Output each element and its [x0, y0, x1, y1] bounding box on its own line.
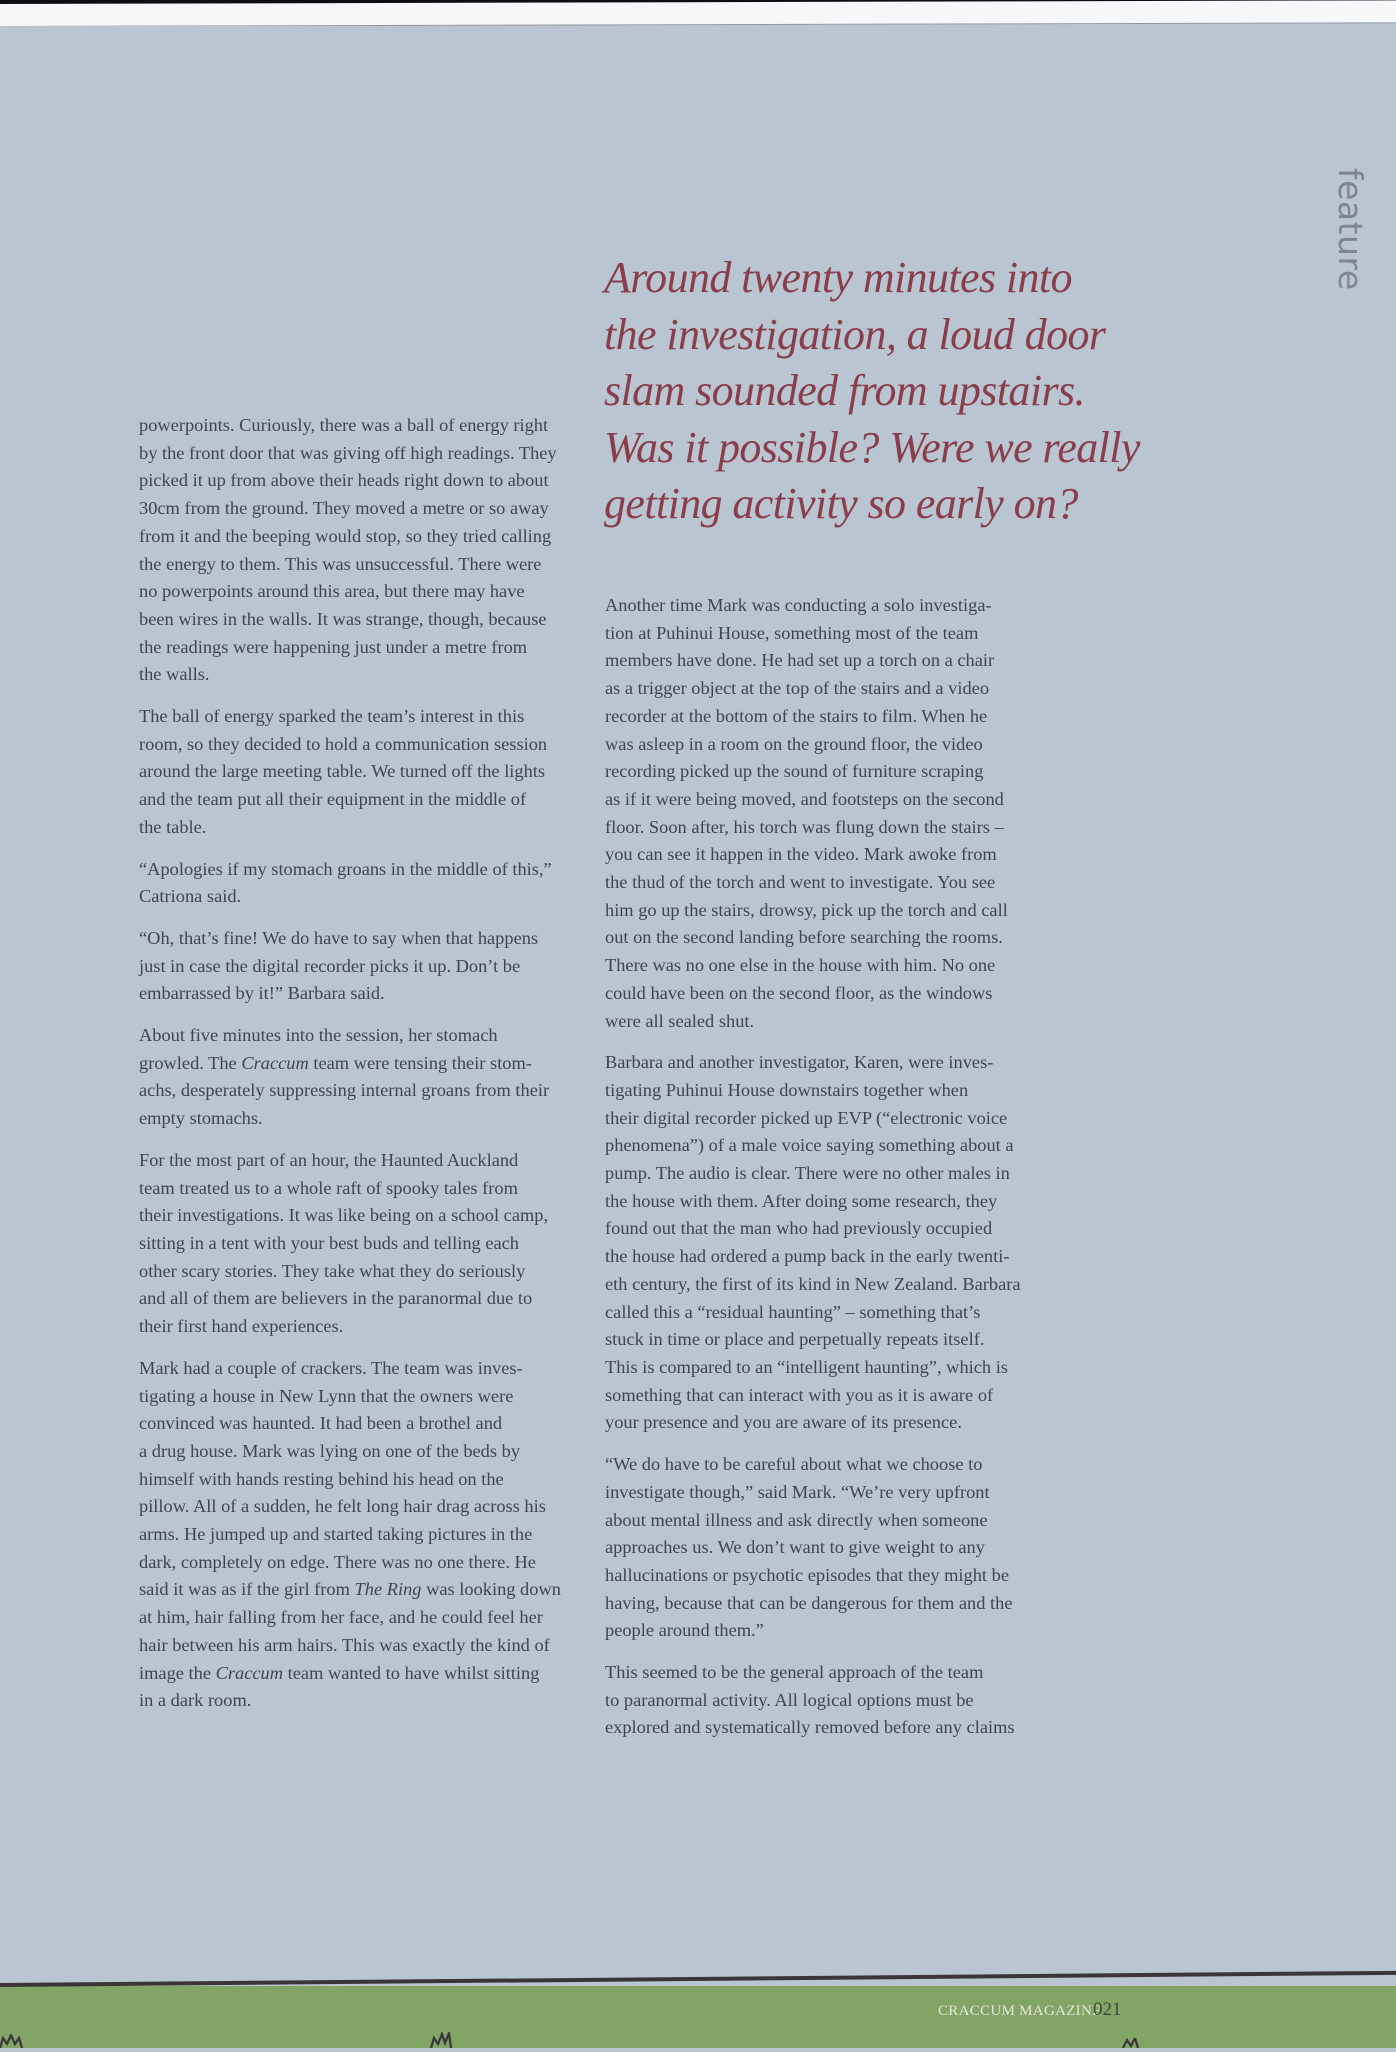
- crown-icon: [430, 2032, 454, 2046]
- article-line: as a trigger object at the top of the stairs and a video: [605, 678, 990, 699]
- article-line: the walls.: [139, 664, 210, 685]
- article-line: just in case the digital recorder picks it up. Don’t be: [139, 955, 521, 976]
- italic-title: Craccum: [215, 1662, 284, 1683]
- article-line: at him, hair falling from her face, and he could feel her: [139, 1607, 543, 1628]
- article-line: image the Craccum team wanted to have whilst sitting: [139, 1662, 540, 1683]
- article-line: floor. Soon after, his torch was flung down the stairs –: [605, 816, 1004, 837]
- article-paragraph: [139, 412, 579, 689]
- article-line: approaches us. We don’t want to give weight to any: [605, 1537, 985, 1558]
- article-line: the table.: [139, 816, 207, 837]
- article-line: arms. He jumped up and started taking pictures in the: [139, 1524, 533, 1545]
- article-line: the readings were happening just under a metre from: [139, 636, 528, 657]
- article-line: phenomena”) of a male voice saying something about a: [605, 1135, 1014, 1156]
- article-paragraph: [139, 925, 579, 1008]
- article-line: in a dark room.: [139, 1690, 252, 1711]
- article-line: investigate though,” said Mark. “We’re very upfront: [605, 1481, 990, 1502]
- section-label: feature: [1331, 168, 1370, 291]
- article-line: “Oh, that’s fine! We do have to say when that happens: [139, 927, 539, 948]
- article-line: about mental illness and ask directly when someone: [605, 1509, 988, 1530]
- article-paragraph: [605, 1049, 1045, 1437]
- article-line: “Apologies if my stomach groans in the middle of this,”: [139, 858, 552, 879]
- article-line: recorder at the bottom of the stairs to film. When he: [605, 705, 988, 726]
- article-line: their investigations. It was like being on a school camp,: [139, 1205, 549, 1226]
- article-line: been wires in the walls. It was strange, though, because: [139, 608, 547, 629]
- article-line: 30cm from the ground. They moved a metre or so away: [139, 498, 549, 519]
- article-line: powerpoints. Curiously, there was a ball of energy right: [139, 415, 549, 435]
- article-line: tigating Puhinui House downstairs together when: [605, 1079, 969, 1100]
- article-line: found out that the man who had previously occupied: [605, 1218, 993, 1239]
- article-line: There was no one else in the house with him. No one: [605, 955, 996, 976]
- article-line: team treated us to a whole raft of spooky tales from: [139, 1177, 518, 1198]
- article-paragraph: [139, 1022, 579, 1133]
- article-line: explored and systematically removed before any claims: [605, 1717, 1015, 1738]
- article-line: to paranormal activity. All logical options must be: [605, 1689, 974, 1710]
- article-line: About five minutes into the session, her stomach: [139, 1025, 498, 1046]
- pull-quote: [604, 250, 1184, 533]
- scan-paper-margin: [0, 0, 1396, 27]
- article-paragraph: [605, 592, 1045, 1035]
- page-number: 021: [1093, 1999, 1122, 2020]
- article-line: were all sealed shut.: [605, 1010, 755, 1031]
- article-line: embarrassed by it!” Barbara said.: [139, 983, 385, 1004]
- article-line: pillow. All of a sudden, he felt long hair drag across his: [139, 1496, 546, 1517]
- footer-divider: [0, 1971, 1396, 1987]
- pull-quote-line: Around twenty minutes into: [604, 253, 1072, 302]
- article-line: This is compared to an “intelligent haunting”, which is: [605, 1356, 1008, 1377]
- article-line: “We do have to be careful about what we choose to: [605, 1454, 983, 1475]
- article-column-left: [139, 412, 579, 1729]
- article-line: stuck in time or place and perpetually repeats itself.: [605, 1329, 985, 1350]
- article-line: room, so they decided to hold a communication session: [139, 733, 548, 754]
- article-line: no powerpoints around this area, but there may have: [139, 581, 525, 602]
- pull-quote-line: slam sounded from upstairs.: [604, 366, 1085, 415]
- article-paragraph: [139, 703, 579, 842]
- article-line: sitting in a tent with your best buds and telling each: [139, 1232, 520, 1253]
- article-line: Catriona said.: [139, 886, 242, 907]
- article-line: people around them.”: [605, 1620, 764, 1641]
- article-line: their first hand experiences.: [139, 1316, 344, 1337]
- article-line: the house had ordered a pump back in the early twenti-: [605, 1246, 1010, 1267]
- article-line: dark, completely on edge. There was no one there. He: [139, 1551, 536, 1572]
- article-line: you can see it happen in the video. Mark awoke from: [605, 844, 997, 865]
- article-paragraph: [139, 1147, 579, 1341]
- article-paragraph: [139, 856, 579, 911]
- article-line: hair between his arm hairs. This was exactly the kind of: [139, 1634, 550, 1655]
- pull-quote-line: the investigation, a loud door: [604, 309, 1106, 359]
- article-line: was asleep in a room on the ground floor, the video: [605, 733, 983, 754]
- article-line: recording picked up the sound of furniture scraping: [605, 761, 984, 782]
- footer-band: [0, 1986, 1396, 2048]
- article-line: other scary stories. They take what they do seriously: [139, 1260, 526, 1281]
- pull-quote-line: getting activity so early on?: [604, 479, 1078, 528]
- article-paragraph: [605, 1451, 1045, 1645]
- article-paragraph: [139, 1355, 579, 1715]
- article-line: empty stomachs.: [139, 1108, 263, 1129]
- article-line: your presence and you are aware of its presence.: [605, 1412, 962, 1433]
- article-line: a drug house. Mark was lying on one of the beds by: [139, 1440, 521, 1461]
- article-line: the house with them. After doing some research, they: [605, 1190, 998, 1211]
- article-column-right: [605, 592, 1045, 1756]
- article-line: growled. The Craccum team were tensing their stom-: [139, 1052, 532, 1073]
- article-line: convinced was haunted. It had been a brothel and: [139, 1413, 503, 1434]
- article-line: members have done. He had set up a torch on a chair: [605, 650, 995, 671]
- article-line: their digital recorder picked up EVP (“electronic voice: [605, 1107, 1008, 1128]
- article-line: Barbara and another investigator, Karen, were inves-: [605, 1052, 994, 1073]
- article-line: and the team put all their equipment in the middle of: [139, 789, 527, 810]
- italic-title: The Ring: [354, 1579, 422, 1600]
- italic-title: Craccum: [241, 1052, 309, 1073]
- article-line: tion at Puhinui House, something most of the team: [605, 622, 979, 643]
- article-line: This seemed to be the general approach of the team: [605, 1662, 984, 1683]
- article-line: out on the second landing before searching the rooms.: [605, 927, 1003, 948]
- article-line: by the front door that was giving off high readings. They: [139, 442, 557, 463]
- article-line: pump. The audio is clear. There were no other males in: [605, 1163, 1010, 1184]
- article-line: Another time Mark was conducting a solo investiga-: [605, 595, 992, 615]
- article-line: the energy to them. This was unsuccessful. There were: [139, 553, 542, 574]
- article-line: from it and the beeping would stop, so they tried calling: [139, 525, 552, 546]
- article-line: around the large meeting table. We turned off the lights: [139, 761, 546, 782]
- crown-icon: [0, 2034, 24, 2048]
- article-line: the thud of the torch and went to investigate. You see: [605, 872, 996, 893]
- article-line: something that can interact with you as it is aware of: [605, 1384, 994, 1405]
- article-line: Mark had a couple of crackers. The team was inves-: [139, 1357, 523, 1378]
- article-line: said it was as if the girl from The Ring was looking down: [139, 1579, 561, 1600]
- article-line: hallucinations or psychotic episodes that they might be: [605, 1564, 1010, 1585]
- pull-quote-line: Was it possible? Were we really: [604, 422, 1140, 472]
- article-line: called this a “residual haunting” – something that’s: [605, 1301, 981, 1322]
- article-line: The ball of energy sparked the team’s interest in this: [139, 706, 525, 727]
- article-line: eth century, the first of its kind in New Zealand. Barbara: [605, 1273, 1021, 1294]
- article-line: and all of them are believers in the paranormal due to: [139, 1288, 533, 1309]
- article-line: picked it up from above their heads right down to about: [139, 470, 549, 491]
- article-line: achs, desperately suppressing internal groans from their: [139, 1080, 550, 1101]
- article-line: him go up the stairs, drowsy, pick up the torch and call: [605, 899, 1008, 920]
- article-line: tigating a house in New Lynn that the owners were: [139, 1385, 514, 1406]
- article-paragraph: [605, 1659, 1045, 1742]
- article-line: as if it were being moved, and footsteps on the second: [605, 788, 1004, 809]
- article-line: For the most part of an hour, the Haunted Auckland: [139, 1149, 519, 1170]
- article-line: himself with hands resting behind his head on the: [139, 1468, 504, 1489]
- crown-icon: [1121, 2038, 1145, 2052]
- article-line: having, because that can be dangerous for them and the: [605, 1592, 1013, 1613]
- article-line: could have been on the second floor, as the windows: [605, 982, 993, 1003]
- footer-magazine-name: CRACCUM MAGAZINE: [938, 2003, 1102, 2019]
